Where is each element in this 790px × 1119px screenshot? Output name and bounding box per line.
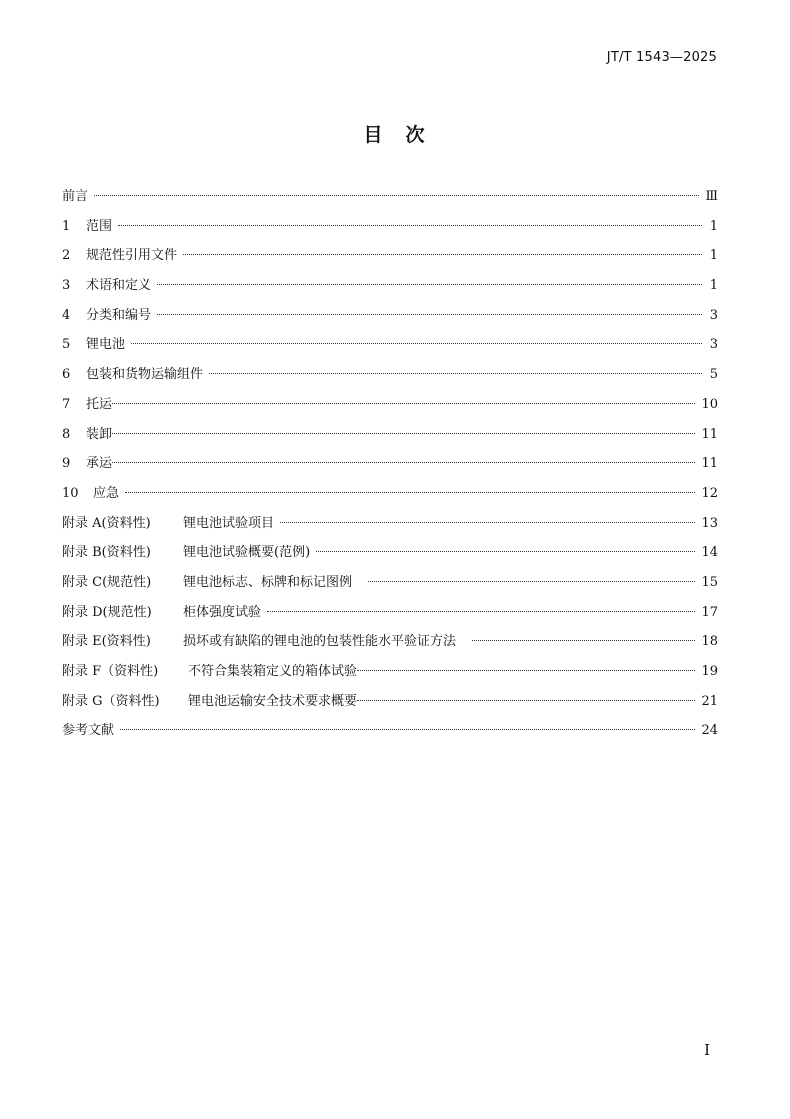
toc-entry-page: 17 [701,604,718,620]
toc-entry-page: 19 [701,664,718,679]
toc-annex-label: 附录 B(资料性) [62,545,151,561]
dot-leader [472,640,695,641]
toc-entry-page: 1 [709,248,718,264]
toc-entry-number: 3 [62,278,71,294]
toc-entry-6[interactable] [62,364,718,394]
toc-entry-title: 参考文献 [62,723,115,739]
toc-entry-foreword[interactable] [62,186,718,216]
dot-leader [157,284,702,285]
toc-entry-title: 锂电池运输安全技术要求概要 [188,693,358,709]
toc-entry-4[interactable] [62,305,718,335]
toc-entry-annex-a[interactable] [62,513,718,543]
dot-leader [131,343,702,344]
toc-entry-8[interactable] [62,424,718,454]
toc-annex-label: 附录 F（资料性) [62,664,159,679]
toc-entry-title: 包装和货物运输组件 [86,367,204,383]
toc-entry-9[interactable] [62,453,718,483]
dot-leader [267,611,695,612]
toc-entry-number: 9 [62,456,71,472]
toc-entry-page: 1 [709,278,718,294]
toc-entry-number: 2 [62,248,71,264]
dot-leader [125,492,695,493]
toc-annex-label: 附录 C(规范性) [62,574,152,590]
toc-annex-label: 附录 D(规范性) [62,604,152,620]
dot-leader [368,581,695,582]
toc-entry-annex-c[interactable] [62,572,718,602]
toc-entry-title: 术语和定义 [86,278,152,294]
page-number: I [704,1041,710,1059]
table-of-contents [62,186,718,750]
toc-entry-page: 1 [709,218,718,234]
toc-entry-annex-g[interactable] [62,691,718,721]
toc-entry-title: 不符合集装箱定义的箱体试验 [188,664,358,679]
toc-entry-title: 应急 [93,485,120,501]
toc-entry-title: 前言 [62,189,89,204]
toc-entry-page: Ⅲ [705,189,718,204]
toc-annex-label: 附录 G（资料性) [62,693,160,709]
toc-entry-10[interactable] [62,483,718,513]
toc-entry-page: 15 [701,574,718,590]
toc-entry-page: 3 [709,337,718,353]
toc-entry-annex-e[interactable] [62,631,718,661]
toc-entry-number: 4 [62,307,71,323]
toc-entry-annex-d[interactable] [62,602,718,632]
toc-entry-title: 分类和编号 [86,307,152,323]
dot-leader [120,729,695,730]
toc-annex-label: 附录 E(资料性) [62,634,151,650]
standard-code: JT/T 1543—2025 [606,50,717,65]
toc-entry-title: 锂电池试验概要(范例) [183,545,311,561]
dot-leader [118,225,702,226]
dot-leader [112,403,695,404]
toc-entry-title: 装卸 [86,426,113,442]
dot-leader [157,314,702,315]
dot-leader [183,254,702,255]
toc-entry-3[interactable] [62,275,718,305]
toc-entry-number: 10 [62,485,79,501]
toc-entry-number: 5 [62,337,71,353]
dot-leader [112,433,695,434]
toc-entry-title: 规范性引用文件 [86,248,178,264]
toc-entry-title: 托运 [86,396,113,412]
toc-entry-page: 3 [709,307,718,323]
toc-entry-title: 锂电池 [86,337,126,353]
toc-entry-page: 14 [701,545,718,561]
toc-entry-7[interactable] [62,394,718,424]
toc-entry-5[interactable] [62,334,718,364]
toc-entry-page: 12 [701,485,718,501]
toc-entry-number: 6 [62,367,71,383]
toc-entry-page: 13 [701,515,718,531]
toc-annex-label: 附录 A(资料性) [62,515,151,531]
toc-entry-number: 1 [62,218,71,234]
toc-entry-title: 柜体强度试验 [183,604,262,620]
toc-entry-annex-b[interactable] [62,542,718,572]
dot-leader [316,551,695,552]
toc-entry-number: 7 [62,396,71,412]
toc-entry-page: 10 [701,396,718,412]
toc-entry-page: 5 [709,367,718,383]
toc-entry-bibliography[interactable] [62,720,718,750]
toc-entry-title: 锂电池试验项目 [183,515,275,531]
dot-leader [112,462,695,463]
dot-leader [209,373,702,374]
dot-leader [280,522,695,523]
toc-entry-annex-f[interactable] [62,661,718,691]
toc-entry-page: 24 [701,723,718,739]
toc-entry-title: 范围 [86,218,113,234]
dot-leader [94,195,699,196]
toc-entry-page: 11 [701,426,718,442]
toc-entry-page: 21 [701,693,718,709]
toc-entry-title: 锂电池标志、标牌和标记图例 [183,574,353,590]
toc-entry-title: 损坏或有缺陷的锂电池的包装性能水平验证方法 [183,634,457,650]
toc-entry-page: 18 [701,634,718,650]
toc-entry-page: 11 [701,456,718,472]
dot-leader [357,670,695,671]
page-title: 目 次 [363,124,427,146]
toc-entry-title: 承运 [86,456,113,472]
dot-leader [357,700,695,701]
toc-entry-number: 8 [62,426,71,442]
toc-entry-2[interactable] [62,245,718,275]
toc-entry-1[interactable] [62,216,718,246]
